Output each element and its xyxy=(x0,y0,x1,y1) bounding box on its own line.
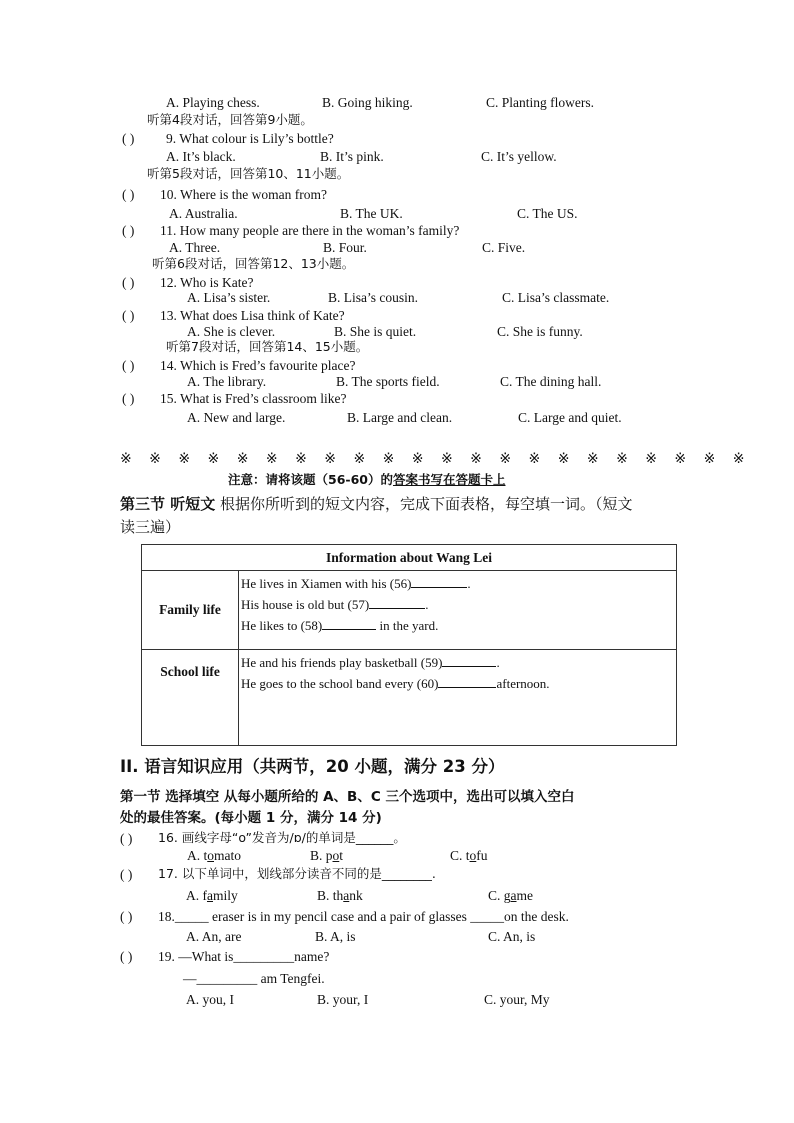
blank-57-line: His house is old but (57) . xyxy=(241,597,429,612)
q15-option-c: C. Large and quiet. xyxy=(518,410,622,425)
q14-option-b: B. The sports field. xyxy=(336,374,440,389)
section-1-instruction-cont: 处的最佳答案。(每小题 1 分，满分 14 分) xyxy=(120,810,382,826)
q9-answer-blank: ( ) xyxy=(122,131,135,146)
q9-option-a: A. It’s black. xyxy=(166,149,236,164)
q12-stem: 12. Who is Kate? xyxy=(160,275,254,290)
school-life-cell xyxy=(239,650,677,746)
q19-option-b: B. your, I xyxy=(317,992,369,1007)
family-life-cell xyxy=(239,571,677,650)
q12-option-b: B. Lisa’s cousin. xyxy=(328,290,418,305)
blank-60[interactable] xyxy=(438,675,496,688)
q18-option-b: B. A, is xyxy=(315,929,356,944)
table-header: Information about Wang Lei xyxy=(142,545,677,571)
q11-option-a: A. Three. xyxy=(169,240,221,255)
q13-option-c: C. She is funny. xyxy=(497,324,583,339)
q11-answer-blank: ( ) xyxy=(122,223,135,238)
q17-option-c: C. game xyxy=(488,888,534,903)
q10-stem: 10. Where is the woman from? xyxy=(160,187,327,202)
q13-answer-blank: ( ) xyxy=(122,308,135,323)
q17-answer-blank: ( ) xyxy=(120,867,133,882)
q18-stem: 18._____ eraser is in my pencil case and a pair of glasses _____on the desk. xyxy=(158,909,569,924)
q10-option-a: A. Australia. xyxy=(169,206,238,221)
q17-option-b: B. thank xyxy=(317,888,363,903)
q18-option-a: A. An, are xyxy=(186,929,242,944)
q12-answer-blank: ( ) xyxy=(122,275,135,290)
q16-option-a: A. tomato xyxy=(187,848,241,863)
q19-stem: 19. —What is_________name? xyxy=(158,949,330,964)
q8-option-a: A. Playing chess. xyxy=(166,95,260,110)
q14-option-a: A. The library. xyxy=(187,374,267,389)
section-3-heading: 第三节 听短文 根据你所听到的短文内容，完成下面表格，每空填一词。（短文 xyxy=(120,495,633,513)
q15-answer-blank: ( ) xyxy=(122,391,135,406)
q10-option-c: C. The US. xyxy=(517,206,578,221)
q19-answer-blank: ( ) xyxy=(120,949,133,964)
q19-option-a: A. you, I xyxy=(186,992,234,1007)
q11-option-c: C. Five. xyxy=(482,240,526,255)
q15-stem: 15. What is Fred’s classroom like? xyxy=(160,391,347,406)
q18-answer-blank: ( ) xyxy=(120,909,133,924)
q17-option-a: A. family xyxy=(186,888,238,903)
q8-option-c: C. Planting flowers. xyxy=(486,95,594,110)
dialog-6-instruction: 听第6段对话，回答第12、13小题。 xyxy=(152,256,355,271)
q9-option-c: C. It’s yellow. xyxy=(481,149,557,164)
q11-stem: 11. How many people are there in the woman’s family? xyxy=(160,223,460,238)
dialog-5-instruction: 听第5段对话，回答第10、11小题。 xyxy=(147,166,350,181)
section-1-instruction: 第一节 选择填空 从每小题所给的 A、B、C 三个选项中，选出可以填入空白 xyxy=(120,789,575,805)
q17-stem: 17. 以下单词中，划线部分读音不同的是________. xyxy=(158,866,436,881)
q15-option-a: A. New and large. xyxy=(187,410,286,425)
blank-56-line: He lives in Xiamen with his (56) . xyxy=(241,576,471,591)
section-3-heading-cont: 读三遍） xyxy=(120,518,181,536)
star-divider: ※ ※ ※ ※ ※ ※ ※ ※ ※ ※ ※ ※ ※ ※ ※ ※ ※ ※ ※ ※ ※ ※ xyxy=(120,451,752,467)
blank-58-line: He likes to (58) in the yard. xyxy=(241,618,439,633)
blank-58[interactable] xyxy=(322,617,376,630)
q16-option-b: B. pot xyxy=(310,848,344,863)
q13-option-b: B. She is quiet. xyxy=(334,324,417,339)
school-life-label: School life xyxy=(142,650,239,746)
blank-57[interactable] xyxy=(369,596,425,609)
q19-reply-line: —_________ am Tengfei. xyxy=(183,971,325,986)
q18-option-c: C. An, is xyxy=(488,929,536,944)
q16-stem: 16. 画线字母“o”发音为/ɒ/的单词是______。 xyxy=(158,830,406,845)
q12-option-c: C. Lisa’s classmate. xyxy=(502,290,610,305)
q9-stem: 9. What colour is Lily’s bottle? xyxy=(166,131,334,146)
blank-56[interactable] xyxy=(411,575,467,588)
q14-stem: 14. Which is Fred’s favourite place? xyxy=(160,358,356,373)
q9-option-b: B. It’s pink. xyxy=(320,149,384,164)
q8-option-b: B. Going hiking. xyxy=(322,95,413,110)
q10-answer-blank: ( ) xyxy=(122,187,135,202)
wang-lei-info-table xyxy=(141,544,677,746)
q16-option-c: C. tofu xyxy=(450,848,488,863)
q11-option-b: B. Four. xyxy=(323,240,367,255)
q10-option-b: B. The UK. xyxy=(340,206,403,221)
family-life-label: Family life xyxy=(142,571,239,650)
answer-sheet-notice: 注意：请将该题（56-60）的答案书写在答题卡上 xyxy=(228,472,506,487)
blank-59-line: He and his friends play basketball (59) . xyxy=(241,655,500,670)
blank-59[interactable] xyxy=(442,654,496,667)
q16-answer-blank: ( ) xyxy=(120,831,133,846)
q14-answer-blank: ( ) xyxy=(122,358,135,373)
q19-option-c: C. your, My xyxy=(484,992,550,1007)
part-2-title: II. 语言知识应用（共两节，20 小题，满分 23 分） xyxy=(120,757,505,776)
q13-option-a: A. She is clever. xyxy=(187,324,276,339)
q15-option-b: B. Large and clean. xyxy=(347,410,453,425)
q12-option-a: A. Lisa’s sister. xyxy=(187,290,271,305)
q14-option-c: C. The dining hall. xyxy=(500,374,602,389)
q13-stem: 13. What does Lisa think of Kate? xyxy=(160,308,345,323)
blank-60-line: He goes to the school band every (60) afternoon. xyxy=(241,676,550,691)
dialog-7-instruction: 听第7段对话，回答第14、15小题。 xyxy=(166,339,369,354)
dialog-4-instruction: 听第4段对话，回答第9小题。 xyxy=(147,112,313,127)
